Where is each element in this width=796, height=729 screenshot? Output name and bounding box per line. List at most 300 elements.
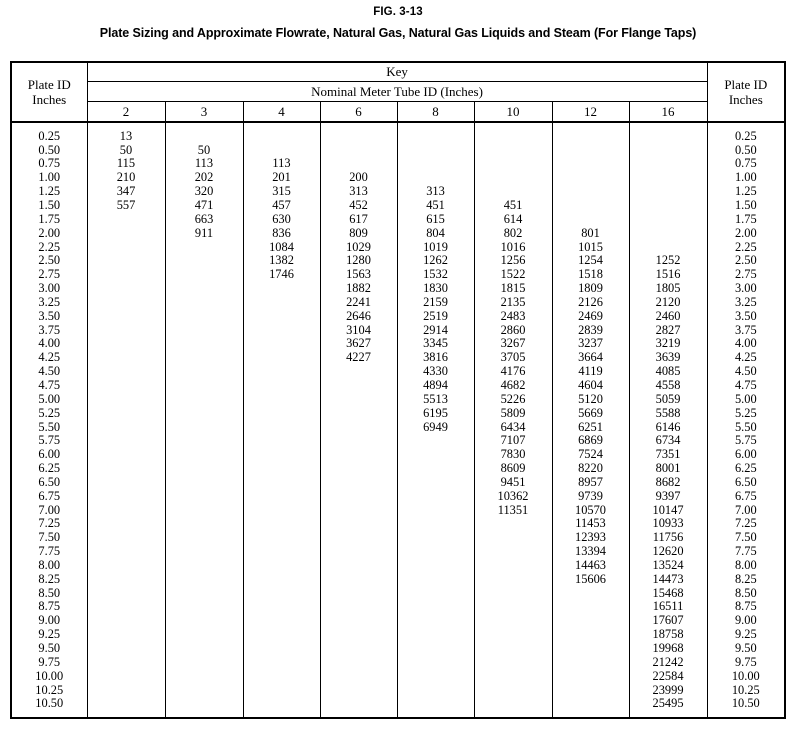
table-cell: 1029: [346, 239, 371, 254]
table-cell: 809: [349, 225, 368, 240]
table-cell: 1.50: [734, 198, 757, 212]
table-cell: 5120: [578, 391, 603, 406]
table-cell: 5.50: [38, 419, 61, 434]
table-cell: [475, 614, 552, 628]
table-cell: 7351: [655, 447, 681, 462]
table-cell: 13394: [575, 544, 606, 559]
table-cell: 4.75: [38, 377, 61, 392]
table-cell: [553, 130, 629, 144]
table-cell: 1.25: [38, 184, 61, 199]
table-cell: 615: [426, 211, 445, 226]
table-cell: 2126: [578, 294, 603, 309]
table-cell: [475, 130, 552, 144]
table-cell: [398, 144, 474, 158]
table-cell: [475, 628, 552, 642]
header-nominal-meter-tube-id: Nominal Meter Tube ID (Inches): [87, 82, 707, 102]
table-cell: [244, 379, 320, 393]
table-cell: [88, 393, 165, 407]
table-cell: 8609: [500, 461, 526, 476]
table-cell: 6.00: [38, 447, 61, 462]
table-cell: 18758: [652, 627, 684, 642]
table-cell: 2460: [655, 308, 681, 323]
header-col-16: 16: [629, 102, 707, 123]
table-cell: [553, 157, 629, 171]
table-cell: 3.75: [38, 322, 61, 337]
table-cell: 3267: [500, 336, 526, 351]
table-cell: 200: [349, 170, 368, 185]
header-plate-id-left: [12, 63, 87, 122]
table-cell: 2827: [655, 322, 681, 337]
table-cell: 4.25: [734, 350, 757, 365]
table-cell: [630, 213, 707, 227]
stack-col-10: [475, 129, 552, 711]
table-cell: 2860: [500, 322, 526, 337]
figure-title: Plate Sizing and Approximate Flowrate, Natural Gas, Natural Gas Liquids and Steam (For Flange Taps): [99, 26, 697, 40]
table-cell: [398, 697, 474, 711]
stack-plate-id-right: [708, 129, 785, 711]
table-cell: 8.25: [734, 571, 757, 586]
column-3: [165, 122, 243, 717]
table-cell: [88, 268, 165, 282]
table-cell: [398, 157, 474, 171]
table-cell: 7524: [578, 447, 603, 462]
table-cell: 1256: [500, 253, 526, 268]
table-cell: 614: [503, 211, 523, 226]
table-cell: [166, 268, 243, 282]
table-cell: 3705: [500, 350, 526, 365]
header-plate-id-right-line2: Inches: [728, 92, 763, 107]
table-cell: 9739: [578, 488, 603, 503]
table-cell: 12620: [652, 544, 684, 559]
table-cell: 630: [272, 211, 291, 226]
table-cell: 663: [194, 211, 214, 226]
table-cell: [88, 296, 165, 310]
table-cell: [244, 697, 320, 711]
table-cell: 3.00: [38, 281, 61, 296]
table-cell: [244, 490, 320, 504]
table-cell: 9.50: [38, 641, 61, 655]
table-cell: [166, 642, 243, 656]
table-cell: 3219: [655, 336, 681, 351]
table-cell: [398, 656, 474, 670]
table-cell: [88, 254, 165, 268]
table-cell: 4.00: [38, 336, 61, 351]
table-cell: [166, 697, 243, 711]
table-cell: 4894: [423, 377, 448, 392]
table-cell: [630, 130, 707, 144]
table-cell: [244, 448, 320, 462]
header-col-6: 6: [320, 102, 397, 123]
table-cell: 5809: [500, 405, 526, 420]
table-cell: 9.25: [734, 627, 757, 642]
table-cell: [166, 531, 243, 545]
table-cell: [166, 379, 243, 393]
table-cell: 14463: [575, 557, 606, 572]
table-cell: [166, 282, 243, 296]
table-cell: [88, 545, 165, 559]
table-cell: 313: [426, 184, 445, 199]
table-cell: [88, 490, 165, 504]
table-cell: 7.75: [734, 544, 757, 559]
table-cell: [321, 407, 397, 421]
table-cell: [88, 351, 165, 365]
table-cell: [475, 531, 552, 545]
table-cell: 8957: [578, 474, 603, 489]
table-cell: [321, 490, 397, 504]
table-cell: [244, 545, 320, 559]
header-col-8: 8: [397, 102, 474, 123]
table-cell: 113: [194, 156, 214, 171]
table-cell: [475, 545, 552, 559]
table-cell: [244, 628, 320, 642]
header-col-12: 12: [552, 102, 629, 123]
table-cell: 10.00: [35, 668, 64, 683]
table-cell: 2241: [346, 294, 371, 309]
table-cell: [244, 421, 320, 435]
table-cell: 3.50: [734, 308, 757, 323]
stack-col-3: [166, 129, 243, 711]
table-cell: [475, 144, 552, 158]
table-cell: [630, 227, 707, 241]
table-cell: [630, 157, 707, 171]
table-cell: 2469: [578, 308, 603, 323]
table-cell: [244, 517, 320, 531]
table-cell: [244, 324, 320, 338]
table-cell: [244, 393, 320, 407]
table-cell: [166, 559, 243, 573]
table-cell: 6.50: [734, 474, 757, 489]
header-plate-id-left-line1: Plate ID: [27, 76, 71, 92]
table-cell: [321, 130, 397, 144]
table-cell: 9.75: [734, 654, 757, 669]
column-8: [397, 122, 474, 717]
table-cell: [166, 504, 243, 518]
table-cell: [475, 600, 552, 614]
header-col-2: 2: [87, 102, 165, 123]
table-cell: 3237: [578, 336, 603, 351]
table-cell: [244, 351, 320, 365]
table-cell: [321, 379, 397, 393]
table-cell: 4.50: [38, 364, 61, 379]
table-cell: 4.25: [38, 350, 61, 365]
table-cell: [475, 587, 552, 601]
table-cell: 1.50: [38, 198, 61, 212]
table-cell: 315: [272, 184, 291, 199]
table-cell: [166, 310, 243, 324]
column-2: [87, 122, 165, 717]
table-cell: [398, 462, 474, 476]
table-cell: [166, 296, 243, 310]
table-cell: 10933: [652, 516, 684, 531]
table-cell: [321, 545, 397, 559]
table-cell: 10.50: [35, 696, 64, 711]
table-cell: 16511: [652, 599, 684, 614]
table-cell: [88, 434, 165, 448]
table-cell: [166, 684, 243, 698]
table-cell: 2159: [423, 294, 448, 309]
table-cell: [553, 628, 629, 642]
table-cell: [321, 614, 397, 628]
column-10: [474, 122, 552, 717]
table-cell: [166, 130, 243, 144]
table-cell: [88, 282, 165, 296]
stack-col-4: [244, 129, 320, 711]
table-cell: 7107: [500, 433, 526, 448]
table-cell: [244, 337, 320, 351]
stack-col-2: [88, 129, 165, 711]
table-cell: 4682: [500, 377, 526, 392]
table-cell: 8.00: [734, 557, 757, 572]
table-cell: 13: [119, 128, 133, 143]
table-cell: [475, 559, 552, 573]
table-cell: [166, 421, 243, 435]
table-cell: [553, 600, 629, 614]
table-cell: [475, 697, 552, 711]
table-cell: 25495: [652, 696, 684, 711]
table-cell: 8220: [578, 461, 603, 476]
table-cell: 3.00: [734, 281, 757, 296]
table-cell: 10.50: [731, 696, 760, 711]
table-cell: [88, 421, 165, 435]
table-cell: 15606: [575, 571, 606, 586]
figure-label: FIG. 3-13: [373, 6, 423, 18]
table-cell: 10147: [652, 502, 684, 517]
table-cell: [88, 324, 165, 338]
table-cell: 5.00: [734, 391, 757, 406]
table-cell: 7830: [500, 447, 526, 462]
table-cell: 0.75: [734, 156, 757, 171]
table-cell: [321, 504, 397, 518]
table-cell: 10362: [497, 488, 529, 503]
table-cell: 347: [116, 184, 136, 199]
table-cell: 8.50: [734, 585, 757, 600]
table-cell: [166, 545, 243, 559]
table-cell: 1254: [578, 253, 603, 268]
table-cell: 8.25: [38, 571, 61, 586]
table-cell: 6146: [655, 419, 681, 434]
table-cell: 836: [272, 225, 291, 240]
table-cell: [166, 337, 243, 351]
table-cell: [630, 241, 707, 255]
table-cell: [166, 448, 243, 462]
table-cell: [244, 476, 320, 490]
stack-col-6: [321, 129, 397, 711]
table-cell: 19968: [652, 641, 684, 655]
column-plate-id-right: [707, 122, 784, 717]
table-cell: 0.25: [734, 128, 757, 143]
header-col-3: 3: [165, 102, 243, 123]
table-cell: [553, 185, 629, 199]
table-cell: 8.50: [38, 585, 61, 600]
table-cell: 801: [581, 225, 600, 240]
table-cell: 7.25: [38, 516, 61, 531]
table-cell: [244, 130, 320, 144]
table-cell: 7.25: [734, 516, 757, 531]
table-cell: 4558: [655, 377, 681, 392]
table-cell: 2.25: [734, 239, 757, 254]
table-cell: [475, 684, 552, 698]
table-cell: [88, 310, 165, 324]
table-cell: 5513: [423, 391, 448, 406]
table-cell: 8.00: [38, 557, 61, 572]
stack-col-8: [398, 129, 474, 711]
table-cell: 313: [349, 184, 368, 199]
table-cell: [398, 434, 474, 448]
table-cell: [166, 393, 243, 407]
table-cell: 1.75: [734, 211, 757, 226]
table-cell: [166, 254, 243, 268]
table-cell: 2.50: [734, 253, 757, 268]
table-cell: [244, 614, 320, 628]
table-cell: 9451: [500, 474, 526, 489]
table-cell: [88, 365, 165, 379]
table-cell: 5.75: [38, 433, 61, 448]
table-cell: 3.25: [734, 294, 757, 309]
column-16: [629, 122, 707, 717]
table-cell: [166, 324, 243, 338]
table-cell: [475, 573, 552, 587]
table-cell: [244, 587, 320, 601]
table-cell: 4.50: [734, 364, 757, 379]
table-cell: 0.50: [38, 142, 61, 157]
table-cell: [321, 421, 397, 435]
table-cell: [553, 199, 629, 213]
table-cell: 1.00: [734, 170, 757, 185]
table-cell: [398, 670, 474, 684]
table-cell: 1805: [655, 281, 681, 296]
table-cell: 4330: [423, 364, 448, 379]
table-cell: 804: [426, 225, 445, 240]
table-cell: [321, 434, 397, 448]
table-cell: [88, 504, 165, 518]
table-cell: 9.00: [734, 613, 757, 628]
table-cell: [166, 573, 243, 587]
table-cell: 8682: [655, 474, 681, 489]
table-cell: [88, 379, 165, 393]
table-cell: [553, 684, 629, 698]
table-cell: 1830: [423, 281, 448, 296]
plate-sizing-table: [12, 63, 784, 717]
table-cell: 911: [194, 225, 214, 240]
data-table-container: [10, 61, 786, 719]
table-cell: 5.25: [734, 405, 757, 420]
table-cell: 10.25: [731, 682, 760, 697]
table-cell: 6869: [578, 433, 603, 448]
table-cell: [166, 587, 243, 601]
table-cell: 1382: [269, 253, 294, 268]
table-cell: 6949: [423, 419, 448, 434]
table-cell: 3104: [346, 322, 371, 337]
table-cell: [244, 642, 320, 656]
table-cell: 113: [272, 156, 291, 171]
table-cell: [553, 144, 629, 158]
table-cell: [88, 697, 165, 711]
table-cell: 471: [194, 198, 214, 212]
table-cell: [321, 642, 397, 656]
header-col-4: 4: [243, 102, 320, 123]
table-cell: 9397: [655, 488, 681, 503]
data-row: [12, 122, 784, 717]
table-cell: 210: [116, 170, 136, 185]
table-cell: [321, 628, 397, 642]
table-head: [12, 63, 784, 122]
table-cell: [321, 144, 397, 158]
table-cell: 9.00: [38, 613, 61, 628]
table-cell: 0.75: [38, 156, 61, 171]
stack-plate-id-left: [12, 129, 87, 711]
table-cell: 11351: [497, 502, 529, 517]
table-cell: 2.50: [38, 253, 61, 268]
table-cell: [321, 531, 397, 545]
table-cell: [244, 684, 320, 698]
table-cell: 6.25: [734, 461, 757, 476]
table-cell: 451: [503, 198, 523, 212]
table-cell: [321, 365, 397, 379]
table-cell: [630, 185, 707, 199]
table-cell: [553, 171, 629, 185]
table-cell: [244, 282, 320, 296]
table-cell: 6.75: [38, 488, 61, 503]
table-cell: [630, 144, 707, 158]
table-cell: 21242: [652, 654, 684, 669]
table-cell: [88, 337, 165, 351]
table-cell: [244, 670, 320, 684]
table-cell: [553, 656, 629, 670]
table-cell: 4176: [500, 364, 526, 379]
header-key: Key: [87, 63, 707, 82]
table-cell: [475, 171, 552, 185]
table-cell: 1563: [346, 267, 371, 282]
table-cell: 1252: [655, 253, 681, 268]
table-cell: [244, 462, 320, 476]
header-plate-id-right: [707, 63, 784, 122]
table-cell: [88, 600, 165, 614]
table-cell: [166, 670, 243, 684]
table-cell: 6.75: [734, 488, 757, 503]
table-cell: 5.00: [38, 391, 61, 406]
table-cell: [88, 476, 165, 490]
table-cell: [88, 559, 165, 573]
table-cell: 1262: [423, 253, 448, 268]
table-cell: [398, 642, 474, 656]
table-cell: [398, 587, 474, 601]
table-cell: 0.50: [734, 142, 757, 157]
table-cell: [88, 241, 165, 255]
table-cell: [166, 434, 243, 448]
table-cell: 2.00: [38, 225, 61, 240]
table-cell: 7.50: [38, 530, 61, 545]
table-cell: 9.25: [38, 627, 61, 642]
table-cell: 4227: [346, 350, 371, 365]
table-cell: 4119: [578, 364, 603, 379]
table-cell: 1016: [500, 239, 526, 254]
table-cell: [88, 614, 165, 628]
table-cell: 9.50: [734, 641, 757, 655]
table-cell: 14473: [652, 571, 684, 586]
table-cell: 2.75: [38, 267, 61, 282]
table-cell: 802: [503, 225, 523, 240]
table-cell: 1532: [423, 267, 448, 282]
stack-col-16: [630, 129, 707, 711]
table-cell: 15468: [652, 585, 684, 600]
table-cell: [398, 171, 474, 185]
table-cell: [321, 462, 397, 476]
table-cell: 0.25: [38, 128, 61, 143]
table-cell: 1882: [346, 281, 371, 296]
table-cell: [166, 614, 243, 628]
table-cell: [321, 656, 397, 670]
table-cell: 2.00: [734, 225, 757, 240]
